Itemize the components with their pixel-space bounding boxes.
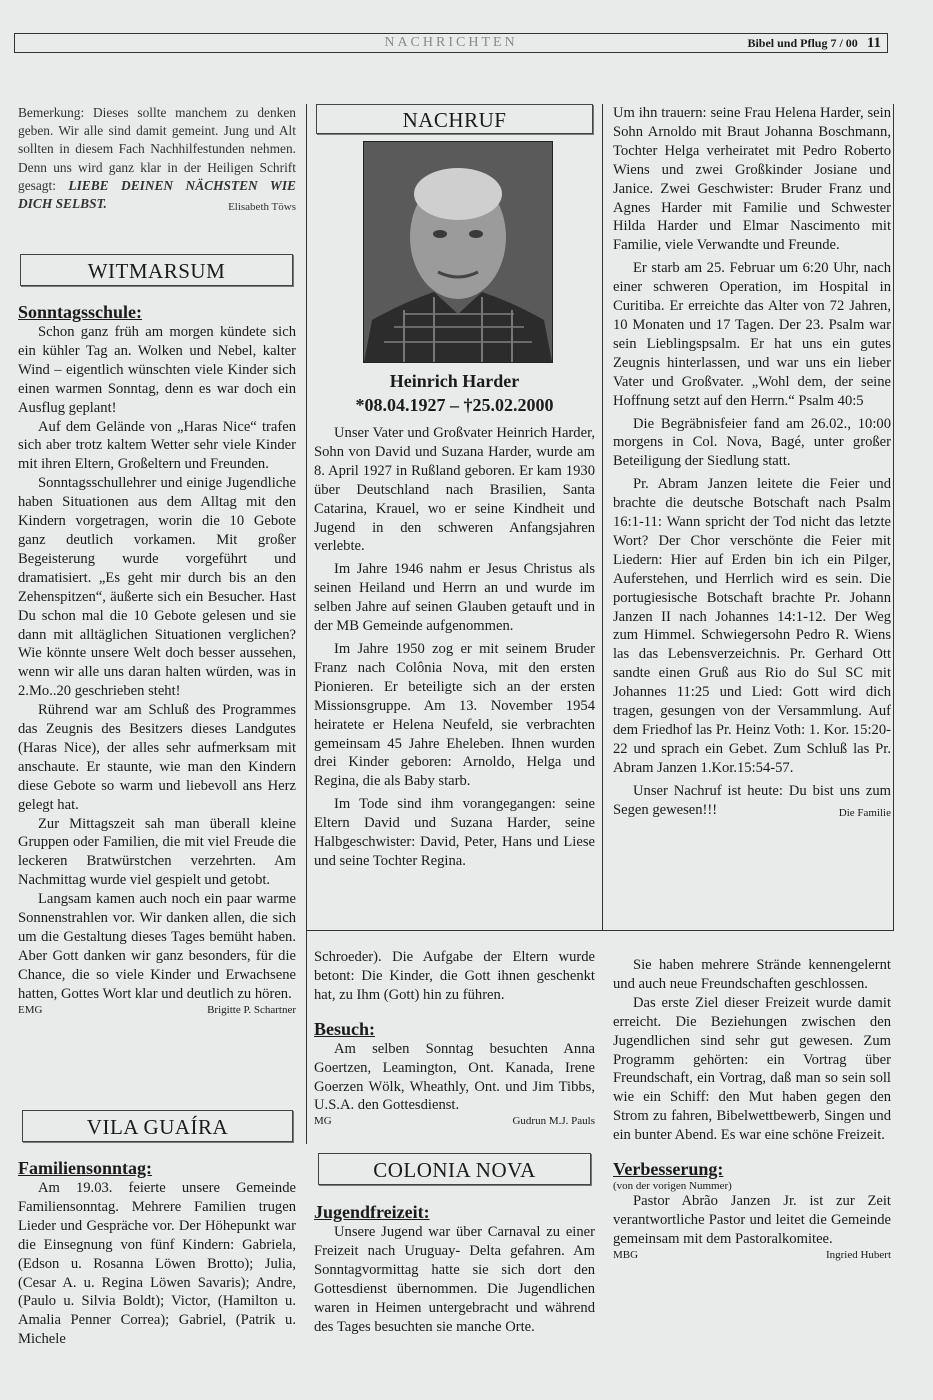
family-signature: Die Familie: [838, 806, 891, 819]
paragraph: Sie haben mehrere Strände kennengelernt und auch neue Freundschaften geschlossen.: [613, 957, 891, 992]
paragraph: Im Tode sind ihm vorangegangen: seine Eltern David und Suzana Harder, seine Halbgeschwister: David, Peter, Hans und Liese und seine Tochter Regina.: [314, 796, 595, 869]
vila-guaira-title-box: VILA GUAÍRA: [22, 1110, 293, 1142]
jugendfreizeit-heading: Jugendfreizeit:: [314, 1202, 430, 1222]
portrait-photo: [363, 141, 553, 363]
life-dates: *08.04.1927 – †25.02.2000: [355, 395, 554, 415]
paragraph: Am selben Sonntag besuchten Anna Goertzen, Leamington, Ont. Kanada, Irene Goerzen Wölk, Wheathly, Ont. und Jim Tibbs, U.S.A. den Gottesdienst.: [314, 1040, 595, 1114]
paragraph: Langsam kamen auch noch ein paar warme Sonnenstrahlen vor. Wir danken allen, die sich um die Gestaltung dieses Tages bemüht haben. Aber Gott danken wir ganz besonders, für die Chance, die so viele Kinder und Erwachsene hatten, Gottes Wort klar und deutlich zu hören.: [18, 891, 296, 1002]
paragraph: Sonntagsschullehrer und einige Jugendliche haben Situationen aus dem Alltag mit den Kindern vorgetragen, worin die 10 Gebote ganz deutlich vorkamen. Mit großer Begeisterung wurde vorgeführt und dramatisiert. „Es geht mir durch bis an den Zehenspitzen“, äußerte sich ein Besucher. Hast Du schon mal die 10 Gebote gelesen und sie dann mit alltäglichen Situationen verglichen? Wie könnte unsere Welt doch besser aussehen, wenn wir alle uns daran halten würden, was in 2.Mo..20 geschrieben steht!: [18, 475, 296, 700]
article-author: Brigitte P. Schartner: [207, 1003, 296, 1016]
page-header: [14, 33, 888, 53]
paragraph: Zur Mittagszeit sah man überall kleine Gruppen oder Familien, die mit viel Freude die leckeren Bratwürstchen verzehrten. Am Nachmittag wurde viel gespielt und getobt.: [18, 815, 296, 889]
paragraph: Schroeder). Die Aufgabe der Eltern wurde betont: Die Kinder, die Gott ihnen geschenkt hat, zu Ihm (Gott) hin zu führen.: [314, 949, 595, 1003]
page-number: 11: [866, 35, 881, 51]
verbesserung-subheading: (von der vorigen Nummer): [613, 1180, 732, 1193]
paragraph: Auf dem Gelände von „Haras Nice“ trafen sich aber trotz kaltem Wetter sehr viele Kinder mit ihren Eltern, Großeltern und Freunden.: [18, 418, 296, 473]
children-names: Gabriela, (Edson u. Rosanna Löwen Brotto); Julia, (Cesar A. u. Regina Löwen Savaris); Andre, (Paulo u. Silvia Boldt); Victor, (Hamilton u. Amalia Penner Correa); Gabriel, (Patrik u. Michele: [18, 1236, 296, 1348]
jugendfreizeit-article: [314, 1202, 595, 1336]
column-1: [18, 104, 296, 1348]
issue-info: [747, 35, 881, 52]
article-code: MBG: [613, 1248, 639, 1261]
issue-number: 7 / 00: [830, 36, 858, 50]
intro-emphasis: LIEBE DEINEN NÄCHSTEN WIE DICH SELBST.: [18, 177, 296, 212]
paragraph: Das erste Ziel dieser Freizeit wurde damit erreicht. Die Beziehungen zwischen den Jugendlichen sind sehr gut gewesen. Zum Programm gehörten: ein Vortrag über Freundschaft, ein Vortrag, daß man so sein soll wie ein Schiff: den Mut haben gegen den Strom zu fahren, Bibelwettbewerb, Singen und ein bunter Abend. Es war eine schöne Freizeit.: [613, 994, 891, 1144]
paragraph: Im Jahre 1946 nahm er Jesus Christus als seinen Heiland und Herrn an und wurde im selben Jahre auf seinen Glauben getauft und in der MB Gemeinde aufgenommen.: [314, 561, 595, 635]
colonia-nova-title-box: COLONIA NOVA: [318, 1153, 591, 1185]
signature-line: [18, 1004, 296, 1018]
deceased-name: Heinrich Harder: [389, 371, 520, 391]
intro-author: Elisabeth Töws: [228, 201, 296, 214]
section-title: NACHRICHTEN: [384, 35, 518, 50]
verbesserung-heading: Verbesserung:: [613, 1159, 724, 1180]
paragraph: Pr. Abram Janzen leitete die Feier und brachte die deutsche Botschaft nach Psalm 16:1-11: Wann spricht der Tod nicht das letzte Wort? Der Chor verschönte die Feier mit Liedern: Hier auf Erden bin ich ein Pilger, Auferstehen, und Herrlich wird es sein. Die portugiesische Botschaft brachte Pr. Johann Janzen II nach Johannes 14:1-12. Der Weg zum Himmel. Schwiegersohn Pedro R. Wiens las das Lebensverzeichnis. Pr. Gerhard Ott sandte einen Gruß aus Rio do Sul SC mit Johannes 11:25 und Lied: Gott wird dich tragen, gesungen von der Versammlung. Auf dem Friedhof las Pr. Heinz Voth: 1. Kor. 15:20-22 und sprach ein Gebet. Zum Schluß las Pr. Abram Janzen 1.Kor.15:54-57.: [613, 476, 891, 776]
closing-paragraph: Unser Nachruf ist heute: Du bist uns zum Segen gewesen!!! Die Familie: [613, 782, 891, 820]
paragraph: Um ihn trauern: seine Frau Helena Harder, sein Sohn Arnoldo mit Braut Johanna Boschmann, Tochter Helga verheiratet mit Pedro Roberto Wiens und zwei Großkinder Josiane und Janice. Zwei Geschwister: Bruder Franz und Agnes Harder mit Familie und Schwester Hilda Harder und Elmar Nascimento mit Familie, viele Verwandte und Freunde.: [613, 105, 891, 254]
paragraph: Im Jahre 1950 zog er mit seinem Bruder Franz nach Colônia Nova, mit den ersten Pionieren. Er beteiligte sich an der ersten Missionsgruppe. Am 13. November 1954 heiratete er Helena Neufeld, sie verbrachten gemeinsam 45 Jahre Eheleben. Ihnen wurden drei Kinder geboren: Arnoldo, Helga und Regina, die als Baby starb.: [314, 640, 595, 790]
paragraph: Rührend war am Schluß des Programmes das Zeugnis des Besitzers dieses Landgutes (Haras Nice), der alles sehr aufmerksam mit anschaute. Er staunte, wie man den Kindern diese Gebote so warm und liebevoll ans Herz gelegt hat.: [18, 702, 296, 813]
article-author: Gudrun M.J. Pauls: [512, 1115, 595, 1128]
column-rule-lower: [306, 944, 307, 1144]
paragraph: Am 19.03. feierte unsere Gemeinde Familiensonntag. Mehrere Familien trugen Lieder und Gespräche vor. Der Höhepunkt war die Einsegnung von fünf Kindern: Gabriela, (Edson u. Rosanna Löwen Brotto); Julia, (Cesar A. u. Regina Löwen Savaris); Andre, (Paulo u. Silvia Boldt); Victor, (Hamilton u. Amalia Penner Correa); Gabriel, (Patrik u. Michele: [18, 1180, 296, 1348]
article-code: EMG: [18, 1003, 43, 1016]
jugendfreizeit-continued: [613, 956, 891, 1263]
paragraph: Unsere Jugend war über Carnaval zu einer Freizeit nach Uruguay- Delta gefahren. Am Sonntagvormittag hatte sie sich dort den Gottesdienst übernommen. Die Jugendlichen waren in Heimen untergebracht und während des Tages besuchten sie manche Orte.: [314, 1224, 595, 1335]
signature-line: [613, 1249, 891, 1263]
nachruf-body: [314, 424, 595, 871]
article-code: MG: [314, 1115, 332, 1128]
column-3: [613, 104, 891, 823]
magazine-name: Bibel und Pflug: [747, 36, 828, 50]
paragraph: Unser Vater und Großvater Heinrich Harder, Sohn von David und Suzana Harder, wurde am 8. April 1927 in Rußland geboren. Er kam 1930 über Deutschland nach Brasilien, Santa Catarina, Krauel, wo er seine Kindheit und Jugend in den schweren Anfangsjahren verlebte.: [314, 425, 595, 555]
besuch-heading: Besuch:: [314, 1018, 376, 1039]
familiensonntag-article: [18, 1158, 296, 1349]
nachruf-title-box: NACHRUF: [316, 104, 593, 134]
article-author: Ingried Hubert: [825, 1248, 891, 1261]
witmarsum-title-box: WITMARSUM: [20, 254, 293, 286]
paragraph: Schon ganz früh am morgen kündete sich ein kühler Tag an. Wolken und Nebel, kalter Wind – eigentlich wünschten viele Kinder sich einen warmen Sonntag, denn es war doch ein Ausflug geplant!: [18, 324, 296, 416]
sonntagsschule-article: [18, 302, 296, 1018]
nachruf-bottom-rule: [306, 930, 894, 931]
signature-line: [314, 1115, 595, 1129]
intro-remark: Bemerkung: Dieses sollte manchem zu denken geben. Wir alle sind damit gemeint. Jung und Alt sollten in diesem Fach Nachhilfestunden nehmen. Denn uns wird ganz klar in der Heiligen Schrift gesagt: LIEBE DEINEN NÄCHSTEN WIE DICH SELBST. Elisabeth Töws: [18, 104, 296, 213]
paragraph: Die Begräbnisfeier fand am 26.02., 10:00 morgens in Col. Nova, Bagé, unter großer Beteiligung der Siedlung statt.: [613, 415, 891, 470]
column-rule-right: [602, 104, 603, 930]
paragraph: Pastor Abrão Janzen Jr. ist zur Zeit verantwortliche Pastor und leitet die Gemeinde gemeinsam mit dem Pastoralkomitee.: [613, 1193, 891, 1247]
column-rule-left: [306, 104, 307, 944]
familiensonntag-heading: Familiensonntag:: [18, 1158, 153, 1178]
portrait-image: [364, 142, 552, 362]
familiensonntag-continued: [314, 948, 595, 1129]
sonntagsschule-heading: Sonntagsschule:: [18, 302, 143, 322]
column-rule-edge: [893, 104, 894, 930]
paragraph: Er starb am 25. Februar um 6:20 Uhr, nach einer schweren Operation, im Hospital in Curitiba. Er erreichte das Alter von 72 Jahren, 10 Monaten und 17 Tagen. Der 23. Psalm war sein Lieblingspsalm. Er hat uns ein gutes Zeugnis hinterlassen, und war uns ein lieber Vater und Großvater. „Wohl dem, der seine Hoffnung setzt auf den Herrn.“ Psalm 40:5: [613, 260, 891, 409]
